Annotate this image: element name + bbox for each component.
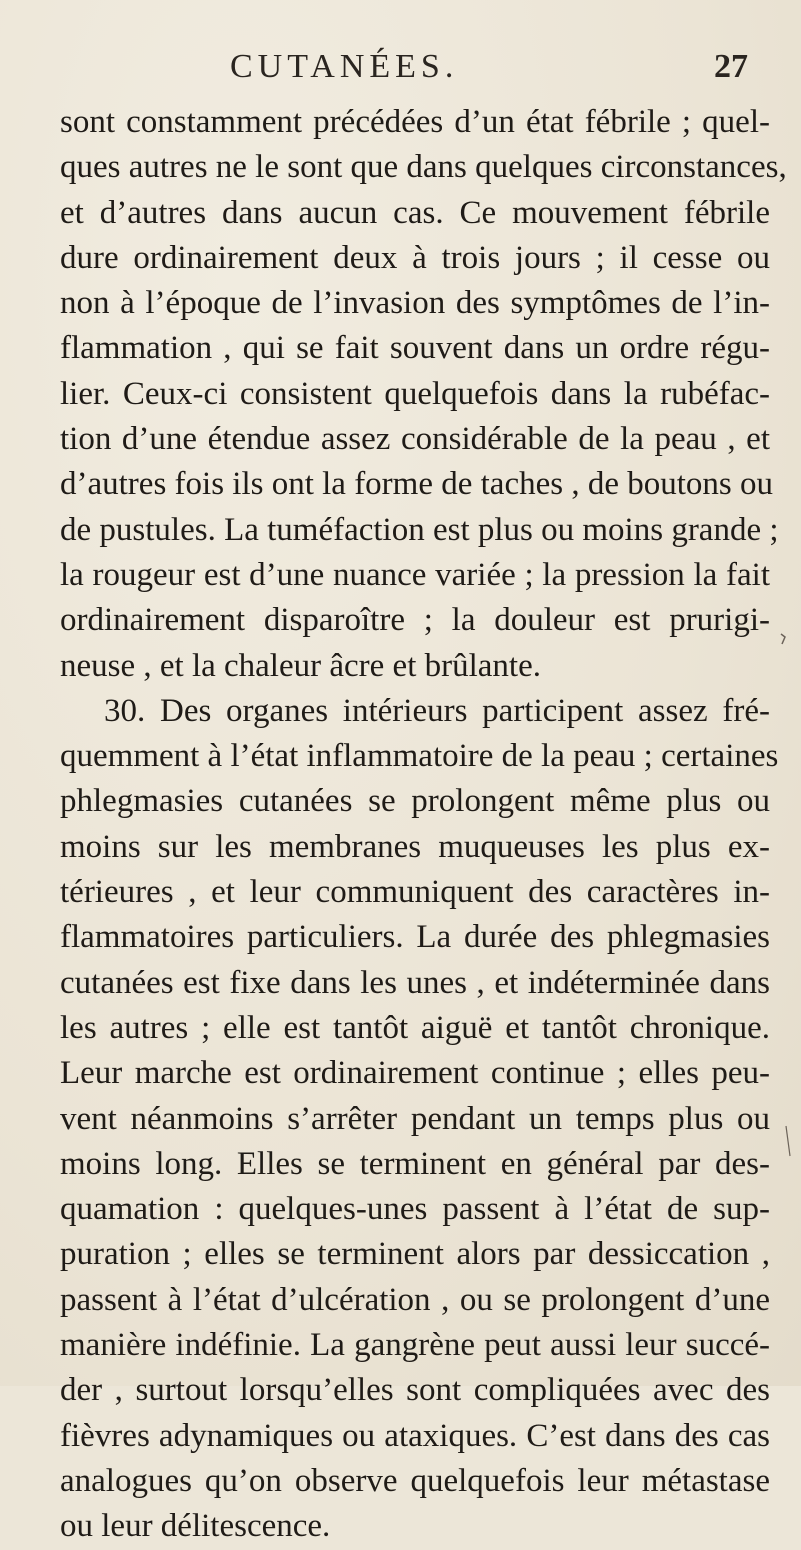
running-title: CUTANÉES. (230, 48, 459, 85)
text-line: Leur marche est ordinairement continue ; elles peu- (60, 1055, 770, 1092)
text-line: 30. Des organes intérieurs participent assez fré- (104, 692, 770, 729)
text-line: vent néanmoins s’arrêter pendant un temps plus ou (60, 1100, 770, 1137)
text-line: sont constamment précédées d’un état fébrile ; quel- (60, 104, 770, 140)
text-line: moins long. Elles se terminent en général par des- (60, 1145, 770, 1182)
text-line: la rougeur est d’une nuance variée ; la pression la fait (60, 556, 770, 593)
page-number: 27 (714, 48, 748, 85)
text-line: de pustules. La tuméfaction est plus ou moins grande ; (60, 511, 779, 548)
text-line: les autres ; elle est tantôt aiguë et tantôt chronique. (60, 1009, 770, 1046)
text-line: fièvres adynamiques ou ataxiques. C’est dans des cas (60, 1417, 770, 1454)
text-line: cutanées est fixe dans les unes , et indéterminée dans (60, 964, 770, 1001)
text-line: non à l’époque de l’invasion des symptômes de l’in- (60, 285, 770, 322)
body-text (60, 100, 787, 1550)
paper-speck-icon (778, 632, 788, 646)
text-line: der , surtout lorsqu’elles sont compliquées avec des (60, 1372, 770, 1409)
text-line: quamation : quelques-unes passent à l’état de sup- (60, 1191, 770, 1228)
text-line: tion d’une étendue assez considérable de la peau , et (60, 421, 770, 458)
text-line: puration ; elles se terminent alors par dessiccation , (60, 1236, 770, 1273)
text-line: analogues qu’on observe quelquefois leur métastase (60, 1462, 770, 1499)
text-line: quemment à l’état inflammatoire de la peau ; certaines (60, 738, 779, 775)
text-line: ordinairement disparoître ; la douleur est prurigi- (60, 602, 770, 639)
text-line: passent à l’état d’ulcération , ou se prolongent d’une (60, 1281, 770, 1318)
text-line: ou leur délitescence. (60, 1508, 331, 1545)
text-line: dure ordinairement deux à trois jours ; il cesse ou (60, 239, 770, 276)
text-line: térieures , et leur communiquent des caractères in- (60, 874, 770, 911)
paper-speck-icon (784, 1124, 792, 1158)
text-line: manière indéfinie. La gangrène peut aussi leur succé- (60, 1327, 770, 1364)
text-line: ques autres ne le sont que dans quelques circonstances, (60, 149, 787, 186)
text-line: et d’autres dans aucun cas. Ce mouvement fébrile (60, 194, 770, 231)
text-line: moins sur les membranes muqueuses les plus ex- (60, 828, 770, 865)
running-head (0, 48, 801, 88)
text-line: flammation , qui se fait souvent dans un ordre régu- (60, 330, 770, 367)
text-line: d’autres fois ils ont la forme de taches , de boutons ou (60, 466, 773, 503)
text-line: flammatoires particuliers. La durée des phlegmasies (60, 919, 770, 956)
text-line: phlegmasies cutanées se prolongent même plus ou (60, 783, 770, 820)
text-line: lier. Ceux-ci consistent quelquefois dans la rubéfac- (60, 375, 770, 412)
text-line: neuse , et la chaleur âcre et brûlante. (60, 647, 541, 684)
